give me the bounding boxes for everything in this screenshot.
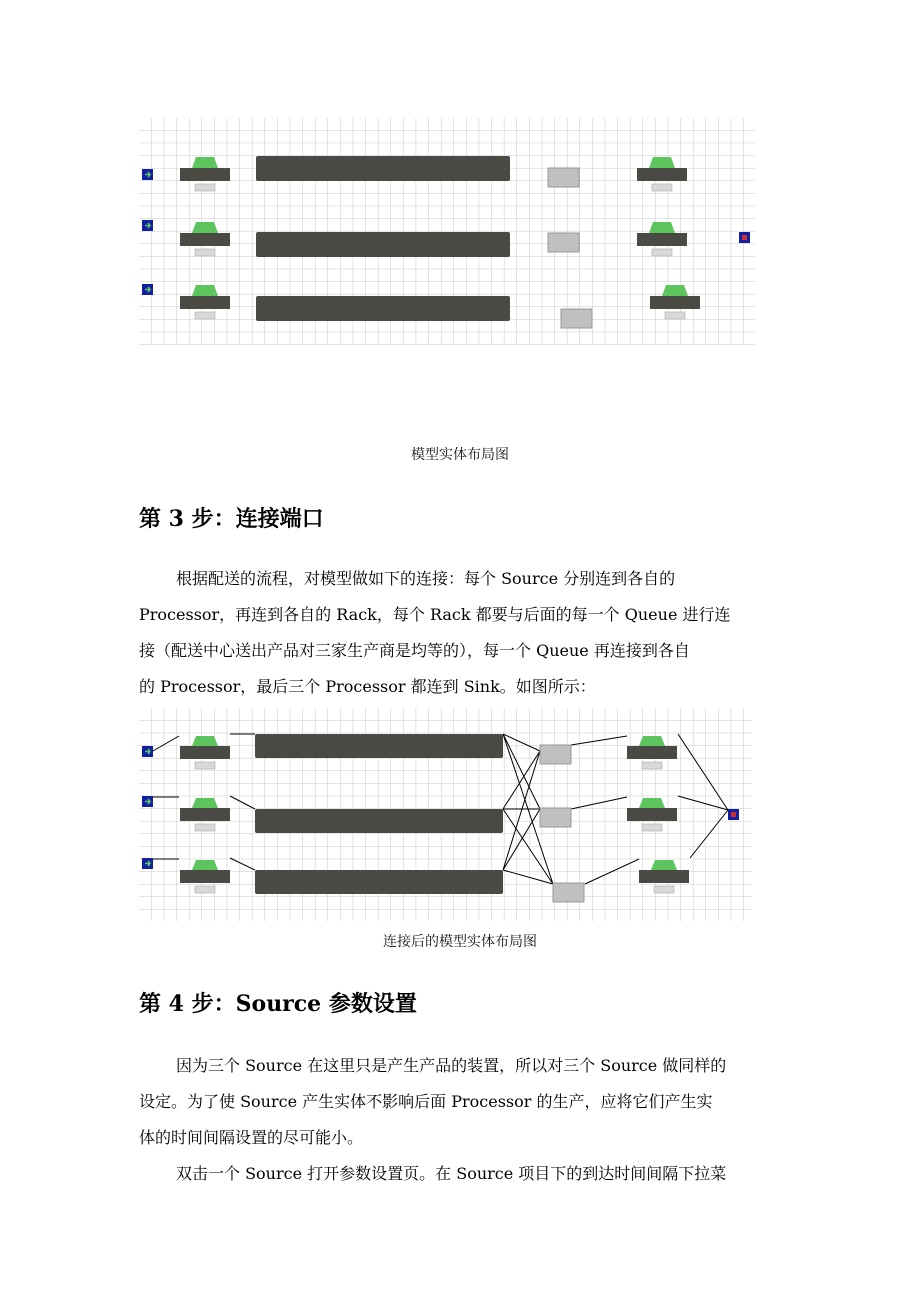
queue-1 <box>548 168 579 187</box>
source-1 <box>142 746 153 757</box>
queue-2 <box>540 808 571 827</box>
rack-1 <box>256 156 510 181</box>
queue-3 <box>553 883 584 902</box>
section3-paragraph <box>139 561 784 705</box>
queue-2 <box>548 233 579 252</box>
connected-model-layout-figure <box>139 708 752 921</box>
source-2 <box>142 220 153 231</box>
section4-line: 双击一个 Source 打开参数设置页。在 Source 项目下的到达时间间隔下拉菜 <box>176 1164 727 1183</box>
section4-paragraph <box>139 1048 784 1192</box>
sink <box>728 809 739 820</box>
source-1 <box>142 169 153 180</box>
section3-line: 的 Processor，最后三个 Processor 都连到 Sink。如图所示： <box>139 677 596 696</box>
source-3 <box>142 284 153 295</box>
section4-line: 因为三个 Source 在这里只是产生产品的装置，所以对三个 Source 做同样的 <box>176 1056 727 1075</box>
queue-1 <box>540 745 571 764</box>
section3-line: Processor，再连到各自的 Rack，每个 Rack 都要与后面的每一个 Queue 进行连 <box>139 605 731 624</box>
figure2-caption: 连接后的模型实体布局图 <box>383 934 537 950</box>
rack-2 <box>255 809 503 833</box>
section3-line: 接（配送中心送出产品对三家生产商是均等的），每一个 Queue 再连接到各自 <box>139 641 690 660</box>
source-3 <box>142 858 153 869</box>
rack-1 <box>255 734 503 758</box>
section4-heading: 第 4 步：Source 参数设置 <box>139 991 417 1017</box>
section4-line: 体的时间间隔设置的尽可能小。 <box>139 1128 364 1147</box>
source-2 <box>142 796 153 807</box>
section3-heading: 第 3 步：连接端口 <box>139 506 324 532</box>
model-layout-figure <box>139 118 755 345</box>
queue-3 <box>561 309 592 328</box>
section3-line: 根据配送的流程，对模型做如下的连接：每个 Source 分别连到各自的 <box>176 569 676 588</box>
rack-2 <box>256 232 510 257</box>
sink <box>739 232 750 243</box>
figure1-caption: 模型实体布局图 <box>411 447 509 463</box>
rack-3 <box>256 296 510 321</box>
section4-line: 设定。为了使 Source 产生实体不影响后面 Processor 的生产，应将它们产生实 <box>139 1092 713 1111</box>
rack-3 <box>255 870 503 894</box>
